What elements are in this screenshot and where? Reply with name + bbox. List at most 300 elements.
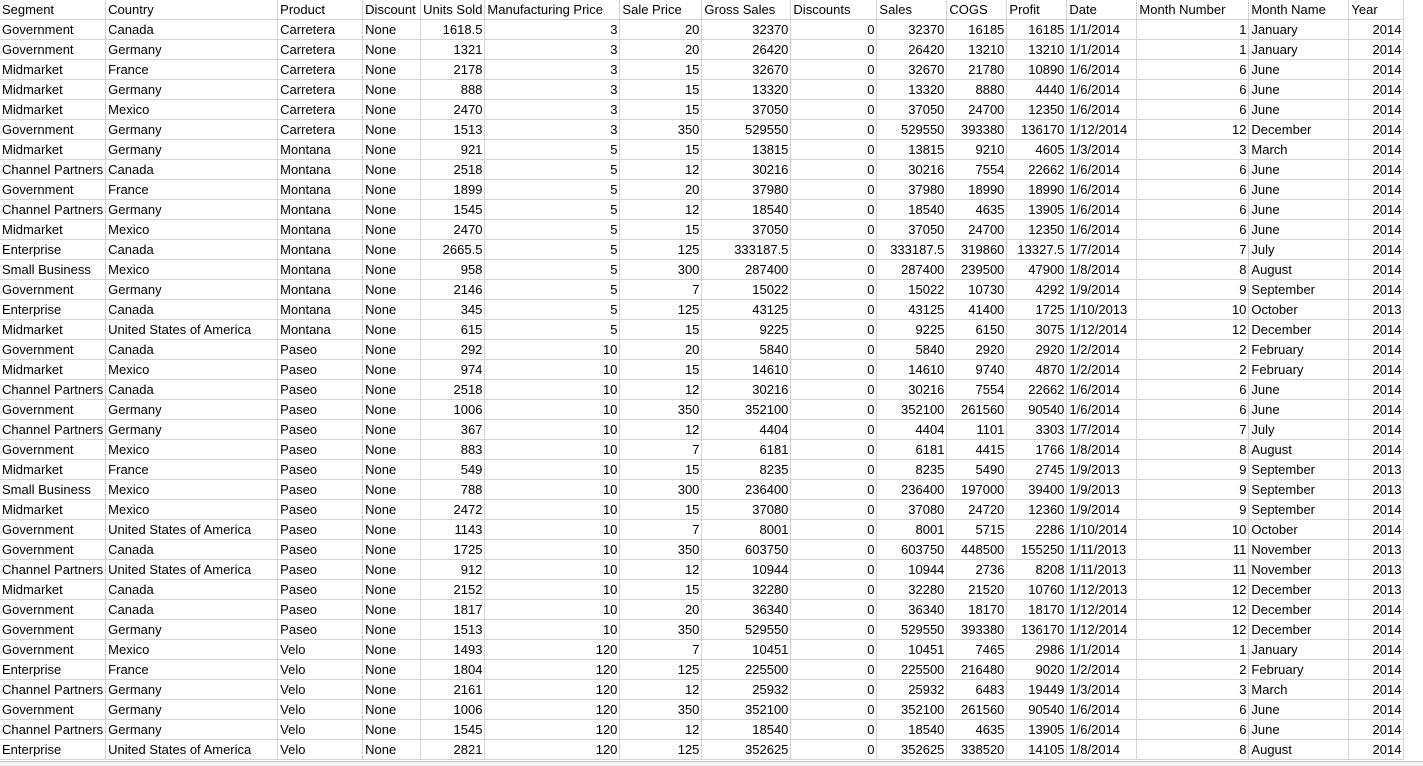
cell[interactable]: None (363, 20, 421, 40)
cell[interactable]: 6181 (702, 440, 791, 460)
cell[interactable]: 1899 (421, 180, 485, 200)
cell[interactable]: Montana (278, 320, 363, 340)
cell[interactable]: 333187.5 (877, 240, 947, 260)
cell[interactable]: Mexico (106, 220, 278, 240)
cell[interactable]: 1/6/2014 (1067, 180, 1137, 200)
cell[interactable]: None (363, 180, 421, 200)
cell[interactable]: December (1249, 620, 1349, 640)
cell[interactable]: 352625 (702, 740, 791, 760)
cell[interactable]: United States of America (106, 560, 278, 580)
cell[interactable]: 9 (1137, 280, 1249, 300)
cell[interactable]: 1/1/2014 (1067, 40, 1137, 60)
cell[interactable]: December (1249, 600, 1349, 620)
cell[interactable]: 603750 (877, 540, 947, 560)
cell[interactable]: 350 (620, 120, 702, 140)
cell[interactable]: November (1249, 560, 1349, 580)
cell[interactable]: 2161 (421, 680, 485, 700)
cell[interactable]: Small Business (0, 480, 106, 500)
cell[interactable]: Germany (106, 120, 278, 140)
cell[interactable]: 2014 (1349, 60, 1404, 80)
cell[interactable]: 10890 (1007, 60, 1067, 80)
cell[interactable]: 0 (791, 580, 877, 600)
cell[interactable]: 120 (485, 640, 620, 660)
cell[interactable]: Paseo (278, 620, 363, 640)
cell[interactable]: Paseo (278, 380, 363, 400)
cell[interactable]: None (363, 560, 421, 580)
cell[interactable]: 14610 (702, 360, 791, 380)
cell[interactable]: 10 (485, 620, 620, 640)
cell[interactable]: Velo (278, 700, 363, 720)
cell[interactable]: 2470 (421, 100, 485, 120)
cell[interactable]: 2014 (1349, 500, 1404, 520)
cell[interactable]: 1/6/2014 (1067, 380, 1137, 400)
cell[interactable]: 239500 (947, 260, 1007, 280)
cell[interactable]: 0 (791, 80, 877, 100)
cell[interactable]: 6 (1137, 60, 1249, 80)
cell[interactable]: 9210 (947, 140, 1007, 160)
cell[interactable]: None (363, 80, 421, 100)
cell[interactable]: France (106, 180, 278, 200)
cell[interactable]: 1 (1137, 40, 1249, 60)
cell[interactable]: Government (0, 120, 106, 140)
cell[interactable]: June (1249, 700, 1349, 720)
cell[interactable]: August (1249, 740, 1349, 760)
cell[interactable]: 0 (791, 300, 877, 320)
cell[interactable]: Montana (278, 280, 363, 300)
cell[interactable]: 10 (485, 340, 620, 360)
cell[interactable]: June (1249, 200, 1349, 220)
cell[interactable]: 1/9/2013 (1067, 480, 1137, 500)
cell[interactable]: Canada (106, 380, 278, 400)
cell[interactable]: 2014 (1349, 280, 1404, 300)
cell[interactable]: 5 (485, 260, 620, 280)
cell[interactable]: Government (0, 440, 106, 460)
cell[interactable]: 2013 (1349, 460, 1404, 480)
cell[interactable]: 0 (791, 460, 877, 480)
cell[interactable]: None (363, 740, 421, 760)
cell[interactable]: None (363, 100, 421, 120)
cell[interactable]: 529550 (702, 120, 791, 140)
cell[interactable]: 0 (791, 180, 877, 200)
cell[interactable]: Montana (278, 260, 363, 280)
cell[interactable]: 90540 (1007, 700, 1067, 720)
cell[interactable]: Midmarket (0, 80, 106, 100)
cell[interactable]: 25932 (877, 680, 947, 700)
cell[interactable]: 21780 (947, 60, 1007, 80)
cell[interactable]: Paseo (278, 420, 363, 440)
cell[interactable]: Government (0, 640, 106, 660)
cell[interactable]: 2014 (1349, 380, 1404, 400)
cell[interactable]: 37080 (877, 500, 947, 520)
cell[interactable]: 18540 (877, 200, 947, 220)
cell[interactable]: 0 (791, 420, 877, 440)
cell[interactable]: Midmarket (0, 580, 106, 600)
cell[interactable]: 2014 (1349, 100, 1404, 120)
cell[interactable]: 4292 (1007, 280, 1067, 300)
column-header-cell[interactable]: Sale Price (620, 0, 702, 20)
cell[interactable]: 1/8/2014 (1067, 740, 1137, 760)
cell[interactable]: 1817 (421, 600, 485, 620)
cell[interactable]: 6181 (877, 440, 947, 460)
cell[interactable]: Government (0, 540, 106, 560)
cell[interactable]: December (1249, 120, 1349, 140)
cell[interactable]: July (1249, 420, 1349, 440)
cell[interactable]: 20 (620, 180, 702, 200)
cell[interactable]: Germany (106, 200, 278, 220)
cell[interactable]: 30216 (877, 380, 947, 400)
cell[interactable]: 448500 (947, 540, 1007, 560)
cell[interactable]: Carretera (278, 120, 363, 140)
cell[interactable]: 13210 (1007, 40, 1067, 60)
cell[interactable]: 4440 (1007, 80, 1067, 100)
cell[interactable]: 9 (1137, 500, 1249, 520)
cell[interactable]: None (363, 720, 421, 740)
cell[interactable]: January (1249, 40, 1349, 60)
cell[interactable]: None (363, 320, 421, 340)
cell[interactable]: Enterprise (0, 240, 106, 260)
cell[interactable]: 1006 (421, 400, 485, 420)
cell[interactable]: Canada (106, 600, 278, 620)
cell[interactable]: 1/9/2014 (1067, 280, 1137, 300)
cell[interactable]: 18540 (877, 720, 947, 740)
cell[interactable]: None (363, 640, 421, 660)
cell[interactable]: 4635 (947, 200, 1007, 220)
cell[interactable]: None (363, 500, 421, 520)
cell[interactable]: 2014 (1349, 260, 1404, 280)
cell[interactable]: 1/2/2014 (1067, 660, 1137, 680)
cell[interactable]: 0 (791, 540, 877, 560)
cell[interactable]: 136170 (1007, 120, 1067, 140)
cell[interactable]: 1766 (1007, 440, 1067, 460)
cell[interactable]: 7554 (947, 380, 1007, 400)
cell[interactable]: 1/10/2014 (1067, 520, 1137, 540)
cell[interactable]: 1545 (421, 720, 485, 740)
cell[interactable]: 22662 (1007, 380, 1067, 400)
cell[interactable]: 15 (620, 320, 702, 340)
cell[interactable]: 12 (620, 680, 702, 700)
cell[interactable]: Mexico (106, 440, 278, 460)
cell[interactable]: 12350 (1007, 220, 1067, 240)
cell[interactable]: 10 (485, 360, 620, 380)
cell[interactable]: July (1249, 240, 1349, 260)
cell[interactable]: None (363, 360, 421, 380)
cell[interactable]: 16185 (947, 20, 1007, 40)
cell[interactable]: None (363, 420, 421, 440)
cell[interactable]: 10 (1137, 520, 1249, 540)
column-header-cell[interactable]: Discounts (791, 0, 877, 20)
cell[interactable]: Paseo (278, 360, 363, 380)
cell[interactable]: 0 (791, 480, 877, 500)
cell[interactable]: 1/9/2014 (1067, 500, 1137, 520)
cell[interactable]: 8 (1137, 440, 1249, 460)
cell[interactable]: 0 (791, 60, 877, 80)
cell[interactable]: 18170 (1007, 600, 1067, 620)
cell[interactable]: France (106, 60, 278, 80)
cell[interactable]: None (363, 620, 421, 640)
cell[interactable]: 2920 (1007, 340, 1067, 360)
cell[interactable]: None (363, 600, 421, 620)
cell[interactable]: 7554 (947, 160, 1007, 180)
cell[interactable]: 1 (1137, 20, 1249, 40)
cell[interactable]: 2014 (1349, 520, 1404, 540)
cell[interactable]: 261560 (947, 400, 1007, 420)
cell[interactable]: 350 (620, 620, 702, 640)
cell[interactable]: 1/12/2013 (1067, 580, 1137, 600)
cell[interactable]: September (1249, 280, 1349, 300)
cell[interactable]: Channel Partners (0, 720, 106, 740)
cell[interactable]: Velo (278, 660, 363, 680)
column-header-cell[interactable]: Product (278, 0, 363, 20)
cell[interactable]: 5 (485, 140, 620, 160)
cell[interactable]: 2014 (1349, 80, 1404, 100)
cell[interactable]: 603750 (702, 540, 791, 560)
cell[interactable]: Germany (106, 40, 278, 60)
cell[interactable]: 136170 (1007, 620, 1067, 640)
cell[interactable]: 12360 (1007, 500, 1067, 520)
cell[interactable]: June (1249, 180, 1349, 200)
cell[interactable]: 13905 (1007, 720, 1067, 740)
cell[interactable]: 36340 (877, 600, 947, 620)
cell[interactable]: 2014 (1349, 600, 1404, 620)
cell[interactable]: 5490 (947, 460, 1007, 480)
cell[interactable]: Paseo (278, 600, 363, 620)
cell[interactable]: Montana (278, 240, 363, 260)
column-header-cell[interactable]: Discount (363, 0, 421, 20)
cell[interactable]: 4635 (947, 720, 1007, 740)
cell[interactable]: 1545 (421, 200, 485, 220)
cell[interactable]: Government (0, 40, 106, 60)
cell[interactable]: None (363, 700, 421, 720)
cell[interactable]: 37050 (877, 220, 947, 240)
cell[interactable]: United States of America (106, 740, 278, 760)
cell[interactable]: Carretera (278, 100, 363, 120)
cell[interactable]: 958 (421, 260, 485, 280)
cell[interactable]: June (1249, 400, 1349, 420)
cell[interactable]: None (363, 220, 421, 240)
cell[interactable]: Montana (278, 220, 363, 240)
cell[interactable]: 352100 (702, 400, 791, 420)
cell[interactable]: 0 (791, 740, 877, 760)
cell[interactable]: 26420 (877, 40, 947, 60)
cell[interactable]: 20 (620, 40, 702, 60)
cell[interactable]: 3 (485, 40, 620, 60)
cell[interactable]: Paseo (278, 520, 363, 540)
cell[interactable]: 18990 (1007, 180, 1067, 200)
cell[interactable]: 12 (620, 720, 702, 740)
cell[interactable]: 1143 (421, 520, 485, 540)
cell[interactable]: 1/8/2014 (1067, 260, 1137, 280)
cell[interactable]: 0 (791, 600, 877, 620)
cell[interactable]: 0 (791, 20, 877, 40)
cell[interactable]: 2014 (1349, 140, 1404, 160)
cell[interactable]: 788 (421, 480, 485, 500)
cell[interactable]: 2014 (1349, 680, 1404, 700)
cell[interactable]: 32280 (877, 580, 947, 600)
cell[interactable]: 1/1/2014 (1067, 640, 1137, 660)
cell[interactable]: 287400 (877, 260, 947, 280)
cell[interactable]: None (363, 460, 421, 480)
cell[interactable]: Canada (106, 240, 278, 260)
cell[interactable]: Paseo (278, 500, 363, 520)
cell[interactable]: 2013 (1349, 300, 1404, 320)
cell[interactable]: Paseo (278, 440, 363, 460)
cell[interactable]: 1006 (421, 700, 485, 720)
cell[interactable]: 20 (620, 340, 702, 360)
cell[interactable]: 0 (791, 400, 877, 420)
cell[interactable]: Paseo (278, 560, 363, 580)
cell[interactable]: 24720 (947, 500, 1007, 520)
cell[interactable]: 37050 (702, 220, 791, 240)
cell[interactable]: Midmarket (0, 140, 106, 160)
cell[interactable]: 11 (1137, 560, 1249, 580)
cell[interactable]: 1/12/2014 (1067, 120, 1137, 140)
cell[interactable]: 352100 (702, 700, 791, 720)
cell[interactable]: 367 (421, 420, 485, 440)
cell[interactable]: 2013 (1349, 540, 1404, 560)
cell[interactable]: 15 (620, 220, 702, 240)
cell[interactable]: 22662 (1007, 160, 1067, 180)
cell[interactable]: 25932 (702, 680, 791, 700)
cell[interactable]: 12350 (1007, 100, 1067, 120)
cell[interactable]: None (363, 400, 421, 420)
cell[interactable]: Mexico (106, 100, 278, 120)
cell[interactable]: 8 (1137, 740, 1249, 760)
cell[interactable]: 225500 (702, 660, 791, 680)
cell[interactable]: 0 (791, 240, 877, 260)
cell[interactable]: 13320 (877, 80, 947, 100)
cell[interactable]: 47900 (1007, 260, 1067, 280)
cell[interactable]: 5 (485, 220, 620, 240)
cell[interactable]: 2745 (1007, 460, 1067, 480)
cell[interactable]: 18170 (947, 600, 1007, 620)
cell[interactable]: 8208 (1007, 560, 1067, 580)
cell[interactable]: 1/2/2014 (1067, 360, 1137, 380)
cell[interactable]: 921 (421, 140, 485, 160)
cell[interactable]: Carretera (278, 40, 363, 60)
cell[interactable]: Mexico (106, 360, 278, 380)
cell[interactable]: Enterprise (0, 660, 106, 680)
cell[interactable]: Paseo (278, 400, 363, 420)
cell[interactable]: Mexico (106, 500, 278, 520)
column-header-cell[interactable]: COGS (947, 0, 1007, 20)
cell[interactable]: None (363, 580, 421, 600)
cell[interactable]: France (106, 660, 278, 680)
cell[interactable]: 333187.5 (702, 240, 791, 260)
column-header-cell[interactable]: Gross Sales (702, 0, 791, 20)
cell[interactable]: 10 (485, 460, 620, 480)
cell[interactable]: Mexico (106, 480, 278, 500)
cell[interactable]: 120 (485, 680, 620, 700)
cell[interactable]: Germany (106, 420, 278, 440)
cell[interactable]: 1/3/2014 (1067, 140, 1137, 160)
cell[interactable]: 3 (1137, 140, 1249, 160)
column-header-cell[interactable]: Month Name (1249, 0, 1349, 20)
cell[interactable]: 3 (485, 100, 620, 120)
cell[interactable]: None (363, 540, 421, 560)
cell[interactable]: 30216 (702, 160, 791, 180)
cell[interactable]: 19449 (1007, 680, 1067, 700)
cell[interactable]: 6 (1137, 200, 1249, 220)
cell[interactable]: Enterprise (0, 740, 106, 760)
cell[interactable]: 26420 (702, 40, 791, 60)
cell[interactable]: March (1249, 680, 1349, 700)
cell[interactable]: 1725 (421, 540, 485, 560)
cell[interactable]: 6483 (947, 680, 1007, 700)
cell[interactable]: 0 (791, 520, 877, 540)
cell[interactable]: 10 (485, 540, 620, 560)
cell[interactable]: 2014 (1349, 340, 1404, 360)
cell[interactable]: 6150 (947, 320, 1007, 340)
cell[interactable]: 1/12/2014 (1067, 600, 1137, 620)
cell[interactable]: 912 (421, 560, 485, 580)
cell[interactable]: 2014 (1349, 420, 1404, 440)
cell[interactable]: 8 (1137, 260, 1249, 280)
cell[interactable]: 12 (1137, 620, 1249, 640)
cell[interactable]: 0 (791, 40, 877, 60)
cell[interactable]: 549 (421, 460, 485, 480)
cell[interactable]: 12 (1137, 580, 1249, 600)
cell[interactable]: January (1249, 640, 1349, 660)
cell[interactable]: August (1249, 440, 1349, 460)
cell[interactable]: 8001 (877, 520, 947, 540)
cell[interactable]: 15 (620, 360, 702, 380)
cell[interactable]: 2014 (1349, 720, 1404, 740)
cell[interactable]: 0 (791, 220, 877, 240)
cell[interactable]: 1/6/2014 (1067, 400, 1137, 420)
cell[interactable]: Carretera (278, 60, 363, 80)
cell[interactable]: 6 (1137, 100, 1249, 120)
cell[interactable]: 41400 (947, 300, 1007, 320)
cell[interactable]: Germany (106, 720, 278, 740)
cell[interactable]: 10944 (702, 560, 791, 580)
cell[interactable]: 3303 (1007, 420, 1067, 440)
cell[interactable]: 1/3/2014 (1067, 680, 1137, 700)
cell[interactable]: 1101 (947, 420, 1007, 440)
cell[interactable]: 7 (1137, 240, 1249, 260)
cell[interactable]: 0 (791, 440, 877, 460)
cell[interactable]: 2014 (1349, 360, 1404, 380)
cell[interactable]: 8880 (947, 80, 1007, 100)
cell[interactable]: 15 (620, 580, 702, 600)
cell[interactable]: 883 (421, 440, 485, 460)
cell[interactable]: 1/2/2014 (1067, 340, 1137, 360)
cell[interactable]: 125 (620, 660, 702, 680)
cell[interactable]: 1/6/2014 (1067, 100, 1137, 120)
cell[interactable]: 30216 (877, 160, 947, 180)
cell[interactable]: 0 (791, 640, 877, 660)
cell[interactable]: Montana (278, 200, 363, 220)
cell[interactable]: 155250 (1007, 540, 1067, 560)
cell[interactable]: 13815 (702, 140, 791, 160)
cell[interactable]: 32280 (702, 580, 791, 600)
cell[interactable]: 125 (620, 740, 702, 760)
cell[interactable]: 2014 (1349, 620, 1404, 640)
cell[interactable]: None (363, 120, 421, 140)
cell[interactable]: 1/11/2013 (1067, 540, 1137, 560)
cell[interactable]: 2920 (947, 340, 1007, 360)
cell[interactable]: 2472 (421, 500, 485, 520)
cell[interactable]: Montana (278, 140, 363, 160)
column-header-cell[interactable]: Month Number (1137, 0, 1249, 20)
cell[interactable]: 2152 (421, 580, 485, 600)
cell[interactable]: 15022 (702, 280, 791, 300)
cell[interactable]: 0 (791, 720, 877, 740)
cell[interactable]: 1/9/2013 (1067, 460, 1137, 480)
cell[interactable]: 2986 (1007, 640, 1067, 660)
cell[interactable]: 0 (791, 260, 877, 280)
cell[interactable]: 120 (485, 740, 620, 760)
cell[interactable]: 319860 (947, 240, 1007, 260)
